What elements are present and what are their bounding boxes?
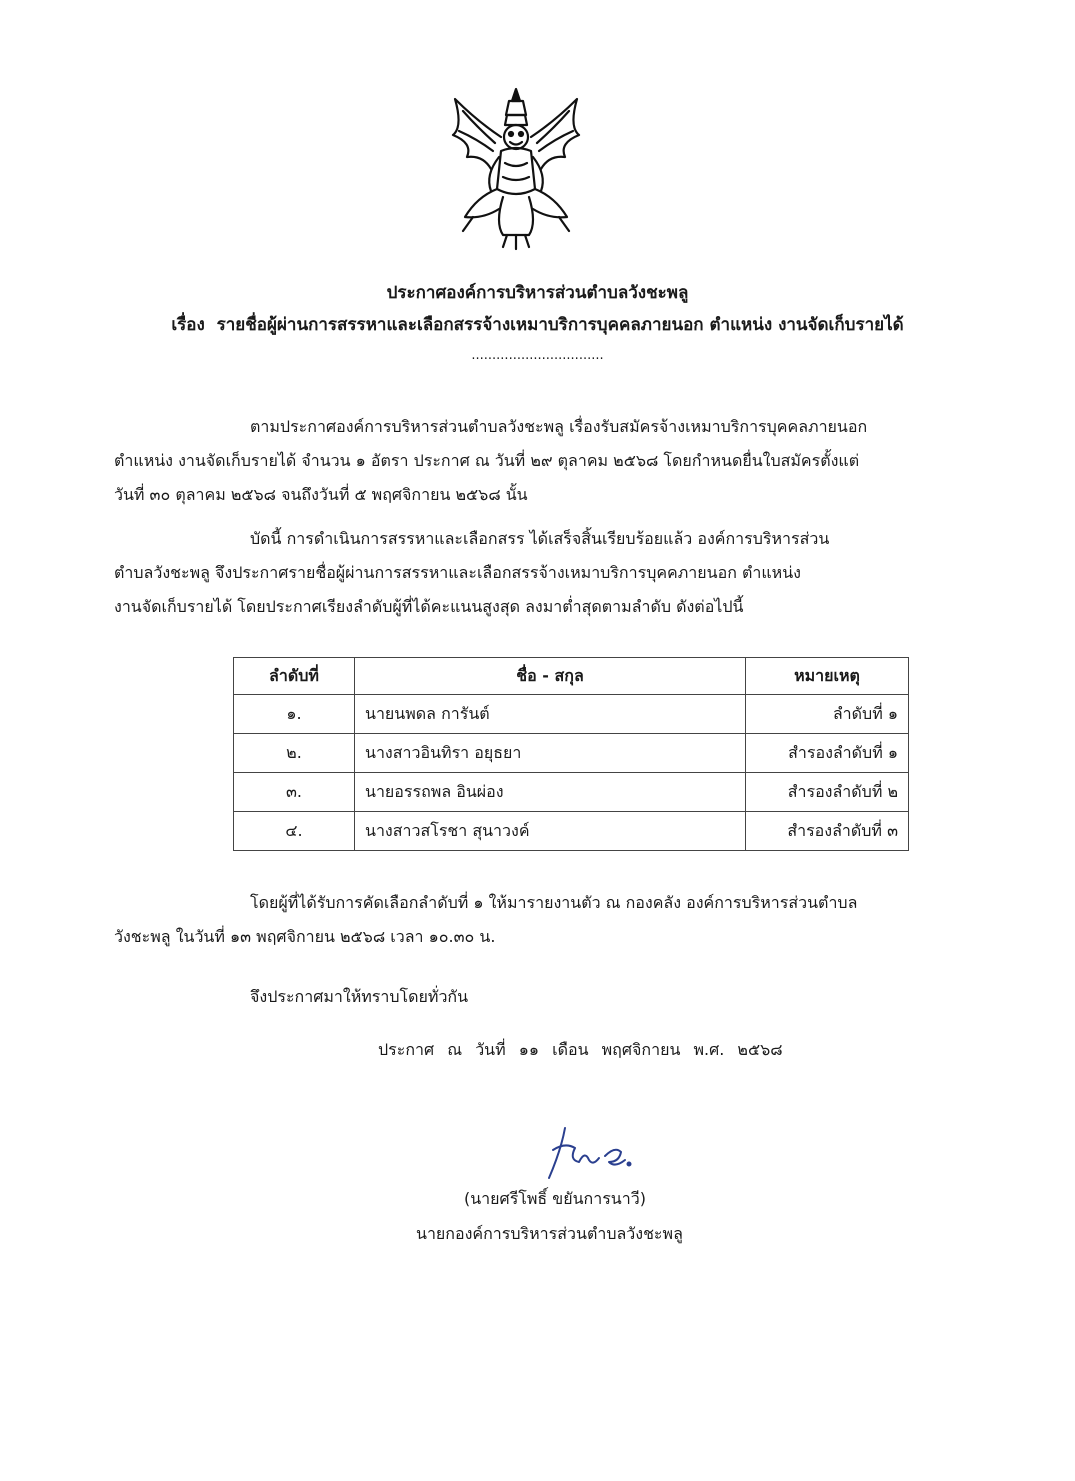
header-rank: ลำดับที่ [234,658,355,695]
header-name: ชื่อ - สกุล [355,658,746,695]
table-row [234,812,909,851]
table-row [234,695,909,734]
paragraph-1 [114,410,966,512]
paragraph-line: งานจัดเก็บรายได้ โดยประกาศเรียงลำดับผู้ที่ได้คะแนนสูงสุด ลงมาต่ำสุดตามลำดับ ดังต่อไปนี้ [114,597,744,616]
announcement-subject [0,311,1075,338]
table-row [234,773,909,812]
signature-mark-icon [535,1120,635,1190]
title-divider: ................................ [471,348,604,363]
row-note: สำรองลำดับที่ ๓ [746,812,909,851]
paragraph-3 [114,886,966,954]
row-rank: ๓. [234,773,355,812]
paragraph-line: บัดนี้ การดำเนินการสรรหาและเลือกสรร ได้เสร็จสิ้นเรียบร้อยแล้ว องค์การบริหารส่วน [250,529,830,548]
announcement-date: ประกาศ ณ วันที่ ๑๑ เดือน พฤศจิกายน พ.ศ. ๒๕๖๘ [378,1040,783,1059]
signer-title: นายกองค์การบริหารส่วนตำบลวังชะพลู [416,1224,683,1243]
announcement-title: ประกาศองค์การบริหารส่วนตำบลวังชะพลู [386,283,689,303]
paragraph-line: วันที่ ๓๐ ตุลาคม ๒๕๖๘ จนถึงวันที่ ๕ พฤศจิกายน ๒๕๖๘ นั้น [114,485,528,504]
subject-label: เรื่อง [171,315,205,335]
paragraph-line: ตามประกาศองค์การบริหารส่วนตำบลวังชะพลู เรื่องรับสมัครจ้างเหมาบริการบุคคลภายนอก [250,417,868,436]
row-name: นางสาวอินทิรา อยุธยา [355,734,746,773]
paragraph-line: ตำแหน่ง งานจัดเก็บรายได้ จำนวน ๑ อัตรา ประกาศ ณ วันที่ ๒๙ ตุลาคม ๒๕๖๘ โดยกำหนดยื่นใบสมัครตั้งแต่ [114,451,860,470]
row-rank: ๒. [234,734,355,773]
signer-name: (นายศรีโพธิ์ ขยันการนาวี) [464,1189,646,1208]
paragraph-line: โดยผู้ที่ได้รับการคัดเลือกลำดับที่ ๑ ให้มารายงานตัว ณ กองคลัง องค์การบริหารส่วนตำบล [250,893,858,912]
table-header-row [234,658,909,695]
header-note: หมายเหตุ [746,658,909,695]
row-name: นายนพดล การันต์ [355,695,746,734]
paragraph-line: วังชะพลู ในวันที่ ๑๓ พฤศจิกายน ๒๕๖๘ เวลา ๑๐.๓๐ น. [114,927,496,946]
row-rank: ๔. [234,812,355,851]
row-note: สำรองลำดับที่ ๑ [746,734,909,773]
paragraph-2 [114,522,966,624]
row-note: สำรองลำดับที่ ๒ [746,773,909,812]
row-note: ลำดับที่ ๑ [746,695,909,734]
results-table [233,657,909,851]
table-row [234,734,909,773]
row-name: นางสาวสโรชา สุนาวงค์ [355,812,746,851]
paragraph-line: ตำบลวังชะพลู จึงประกาศรายชื่อผู้ผ่านการสรรหาและเลือกสรรจ้างเหมาบริการบุคคภายนอก ตำแหน่ง [114,563,801,582]
paragraph-4 [114,980,966,1014]
garuda-emblem-icon [443,85,589,251]
row-rank: ๑. [234,695,355,734]
row-name: นายอรรถพล อินผ่อง [355,773,746,812]
paragraph-line: จึงประกาศมาให้ทราบโดยทั่วกัน [250,987,469,1006]
subject-text: รายชื่อผู้ผ่านการสรรหาและเลือกสรรจ้างเหมาบริการบุคคลภายนอก ตำแหน่ง งานจัดเก็บรายได้ [216,315,904,335]
